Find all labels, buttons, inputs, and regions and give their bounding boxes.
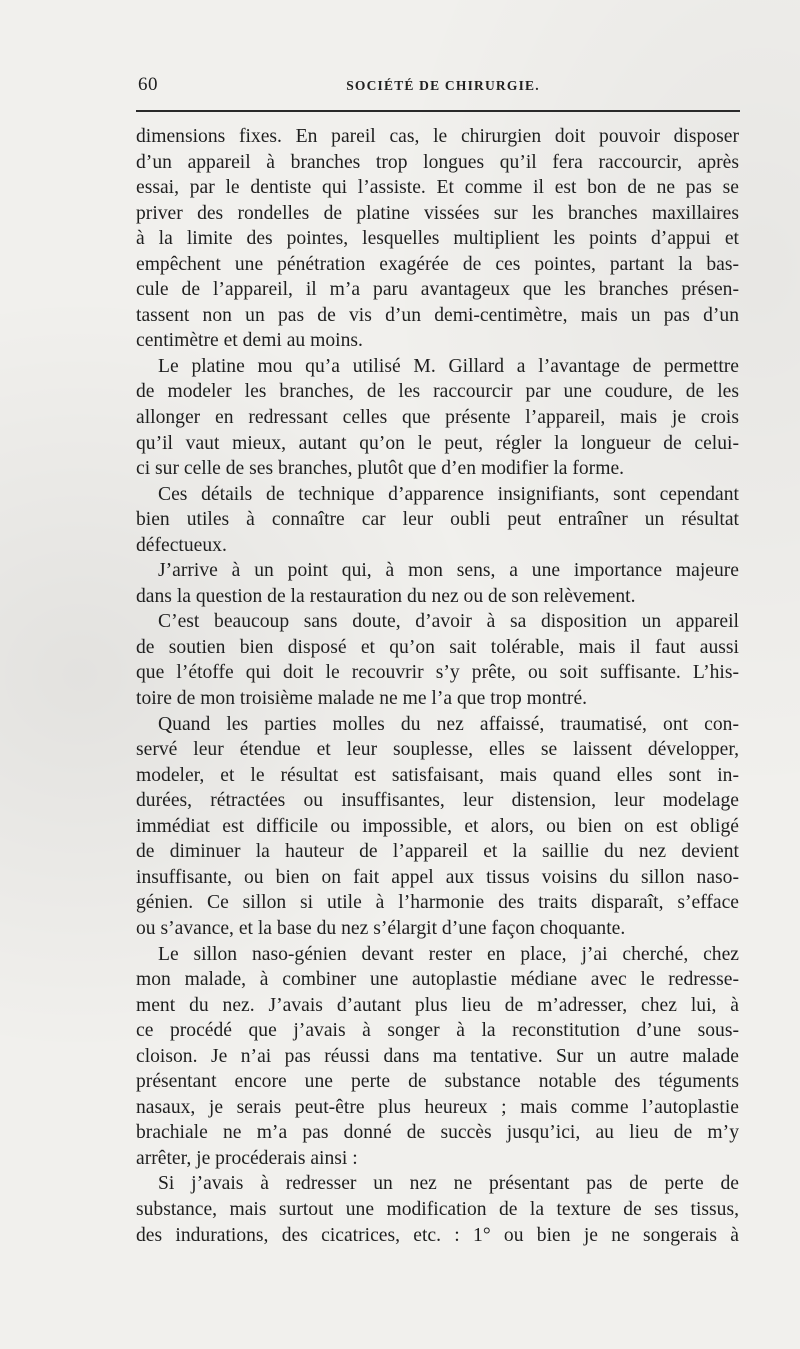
- text-line: d’un appareil à branches trop longues qu’il fera raccourcir, après: [136, 151, 739, 173]
- paragraph: [136, 942, 739, 1172]
- text-line: Quand les parties molles du nez affaissé, traumatisé, ont con-: [158, 713, 739, 735]
- text-line: centimètre et demi au moins.: [136, 330, 363, 352]
- text-line: nasaux, je serais peut-être plus heureux ; mais comme l’autoplastie: [136, 1096, 739, 1118]
- text-line: insuffisante, ou bien on fait appel aux tissus voisins du sillon naso-: [136, 866, 739, 888]
- running-title: SOCIÉTÉ DE CHIRURGIE.: [346, 78, 540, 93]
- text-line: à la limite des pointes, lesquelles multiplient les points d’appui et: [136, 228, 739, 250]
- text-line: durées, rétractées ou insuffisantes, leur distension, leur modelage: [136, 790, 739, 812]
- text-line: ment du nez. J’avais d’autant plus lieu de m’adresser, chez lui, à: [136, 994, 739, 1016]
- text-line: de diminuer la hauteur de l’appareil et la saillie du nez devient: [136, 841, 739, 863]
- text-line: de modeler les branches, de les raccourcir par une coudure, de les: [136, 381, 739, 403]
- text-line: priver des rondelles de platine vissées sur les branches maxillaires: [136, 202, 739, 224]
- text-line: ou s’avance, et la base du nez s’élargit d’une façon choquante.: [136, 917, 626, 939]
- text-line: Si j’avais à redresser un nez ne présentant pas de perte de: [158, 1173, 739, 1195]
- paragraph: [136, 712, 739, 942]
- text-line: dimensions fixes. En pareil cas, le chirurgien doit pouvoir disposer: [136, 126, 739, 147]
- text-line: ci sur celle de ses branches, plutôt que d’en modifier la forme.: [136, 458, 625, 480]
- text-line: brachiale ne m’a pas donné de succès jusqu’ici, au lieu de m’y: [136, 1122, 739, 1144]
- text-line: substance, mais surtout une modification de la texture de ses tissus,: [136, 1198, 739, 1220]
- text-line: cule de l’appareil, il m’a paru avantageux que les branches présen-: [136, 279, 739, 301]
- paragraph: [136, 354, 739, 482]
- text-line: arrêter, je procéderais ainsi :: [136, 1147, 358, 1169]
- text-line: tassent non un pas de vis d’un demi-centimètre, mais un pas d’un: [136, 304, 739, 326]
- text-line: essai, par le dentiste qui l’assiste. Et comme il est bon de ne pas se: [136, 177, 739, 199]
- text-line: des indurations, des cicatrices, etc. : 1° ou bien je ne songerais à: [136, 1224, 739, 1246]
- text-line: bien utiles à connaître car leur oubli peut entraîner un résultat: [136, 509, 739, 531]
- header-rule: [136, 110, 740, 112]
- paragraph: [136, 482, 739, 559]
- text-line: qu’il vaut mieux, autant qu’on le peut, régler la longueur de celui-: [136, 432, 739, 454]
- text-line: dans la question de la restauration du nez ou de son relèvement.: [136, 585, 636, 607]
- text-line: présentant encore une perte de substance notable des téguments: [136, 1071, 739, 1093]
- text-line: Le platine mou qu’a utilisé M. Gillard a l’avantage de permettre: [158, 355, 739, 377]
- running-head: [136, 74, 740, 102]
- text-line: de soutien bien disposé et qu’on sait tolérable, mais il faut aussi: [136, 636, 739, 658]
- text-line: que l’étoffe qui doit le recouvrir s’y prête, ou soit suffisante. L’his-: [136, 662, 739, 684]
- text-line: Ces détails de technique d’apparence insignifiants, sont cependant: [158, 483, 739, 505]
- body-text: [136, 124, 739, 1248]
- text-line: ce procédé que j’avais à songer à la reconstitution d’une sous-: [136, 1020, 739, 1042]
- paragraph: [136, 558, 739, 609]
- text-line: allonger en redressant celles que présente l’appareil, mais je crois: [136, 407, 739, 429]
- text-line: toire de mon troisième malade ne me l’a que trop montré.: [136, 688, 588, 710]
- text-line: Le sillon naso-génien devant rester en place, j’ai cherché, chez: [158, 943, 739, 965]
- text-line: immédiat est difficile ou impossible, et alors, ou bien on est obligé: [136, 815, 739, 837]
- text-line: mon malade, à combiner une autoplastie médiane avec le redresse-: [136, 969, 739, 991]
- paragraph: [136, 1171, 739, 1248]
- text-line: J’arrive à un point qui, à mon sens, a une importance majeure: [158, 560, 739, 582]
- paragraph: [136, 124, 739, 354]
- text-line: servé leur étendue et leur souplesse, elles se laissent développer,: [136, 739, 739, 761]
- text-line: C’est beaucoup sans doute, d’avoir à sa disposition un appareil: [158, 611, 739, 633]
- text-line: défectueux.: [136, 534, 227, 556]
- text-line: cloison. Je n’ai pas réussi dans ma tentative. Sur un autre malade: [136, 1045, 739, 1067]
- text-line: modeler, et le résultat est satisfaisant, mais quand elles sont in-: [136, 764, 739, 786]
- paragraph: [136, 609, 739, 711]
- text-line: empêchent une pénétration exagérée de ces pointes, partant la bas-: [136, 253, 739, 275]
- text-line: génien. Ce sillon si utile à l’harmonie des traits disparaît, s’efface: [136, 892, 739, 914]
- page-number: 60: [138, 74, 158, 95]
